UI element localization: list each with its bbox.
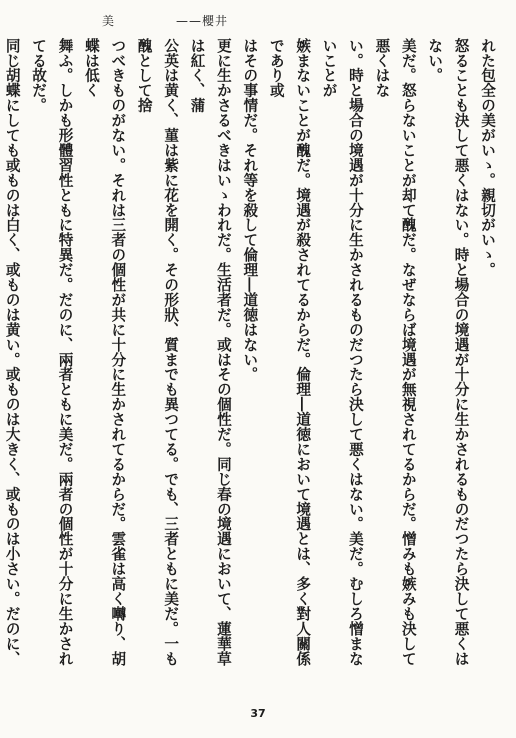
page-number: 37 <box>250 707 266 720</box>
text-line: 公英は黄く、菫は紫に花を開く。その形狀、質までも異つてる。でも、三者ともに美だ。一も醜として捨 <box>135 38 180 666</box>
running-header-author: ——櫻井 <box>176 14 229 28</box>
text-line: つべきものがない。それは三者の個性が共に十分に生かされてるからだ。雲雀は高く囀り、胡蝶は低く <box>82 38 127 666</box>
text-line: 更に生かさるべきはいゝわれだ。生活者だ。或はその個性だ。同じ春の境遇において、蓮華草は紅く、蒲 <box>188 38 232 666</box>
vertical-body-text <box>3 38 500 680</box>
text-line: 嫉まないことが醜だ。境遇が殺されてるからだ。倫理―道徳において境遇とは、多く對人關係であり或 <box>267 38 312 666</box>
text-line: れた包全の美がいゝ。親切がいゝ。 <box>479 38 496 278</box>
text-line: 舞ふ。しかも形體習性ともに特異だ。だのに、兩者ともに美だ。兩者の個性が十分に生かされてる故だ。 <box>30 38 74 666</box>
text-line: 怒ることも決して悪くはない。時と場合の境遇が十分に生かされるものだつたら決して悪くはない。 <box>426 38 470 666</box>
text-line: はその事情だ。それ等を殺して倫理―道徳はない。 <box>241 38 259 382</box>
text-line: 美だ。怒らないことが却て醜だ。なぜならば境遇が無視されてるからだ。憎みも嫉みも決して悪くはな <box>373 38 417 666</box>
text-line: い。時と場合の境遇が十分に生かされるものだつたら決して悪くはない。美だ。むしろ憎まないことが <box>320 38 364 666</box>
running-header-title: 美 <box>102 14 116 28</box>
text-line: 同じ胡蝶にしても或ものは白く、或ものは黄い。或ものは大きく、或ものは小さい。だのに、 <box>3 38 21 666</box>
